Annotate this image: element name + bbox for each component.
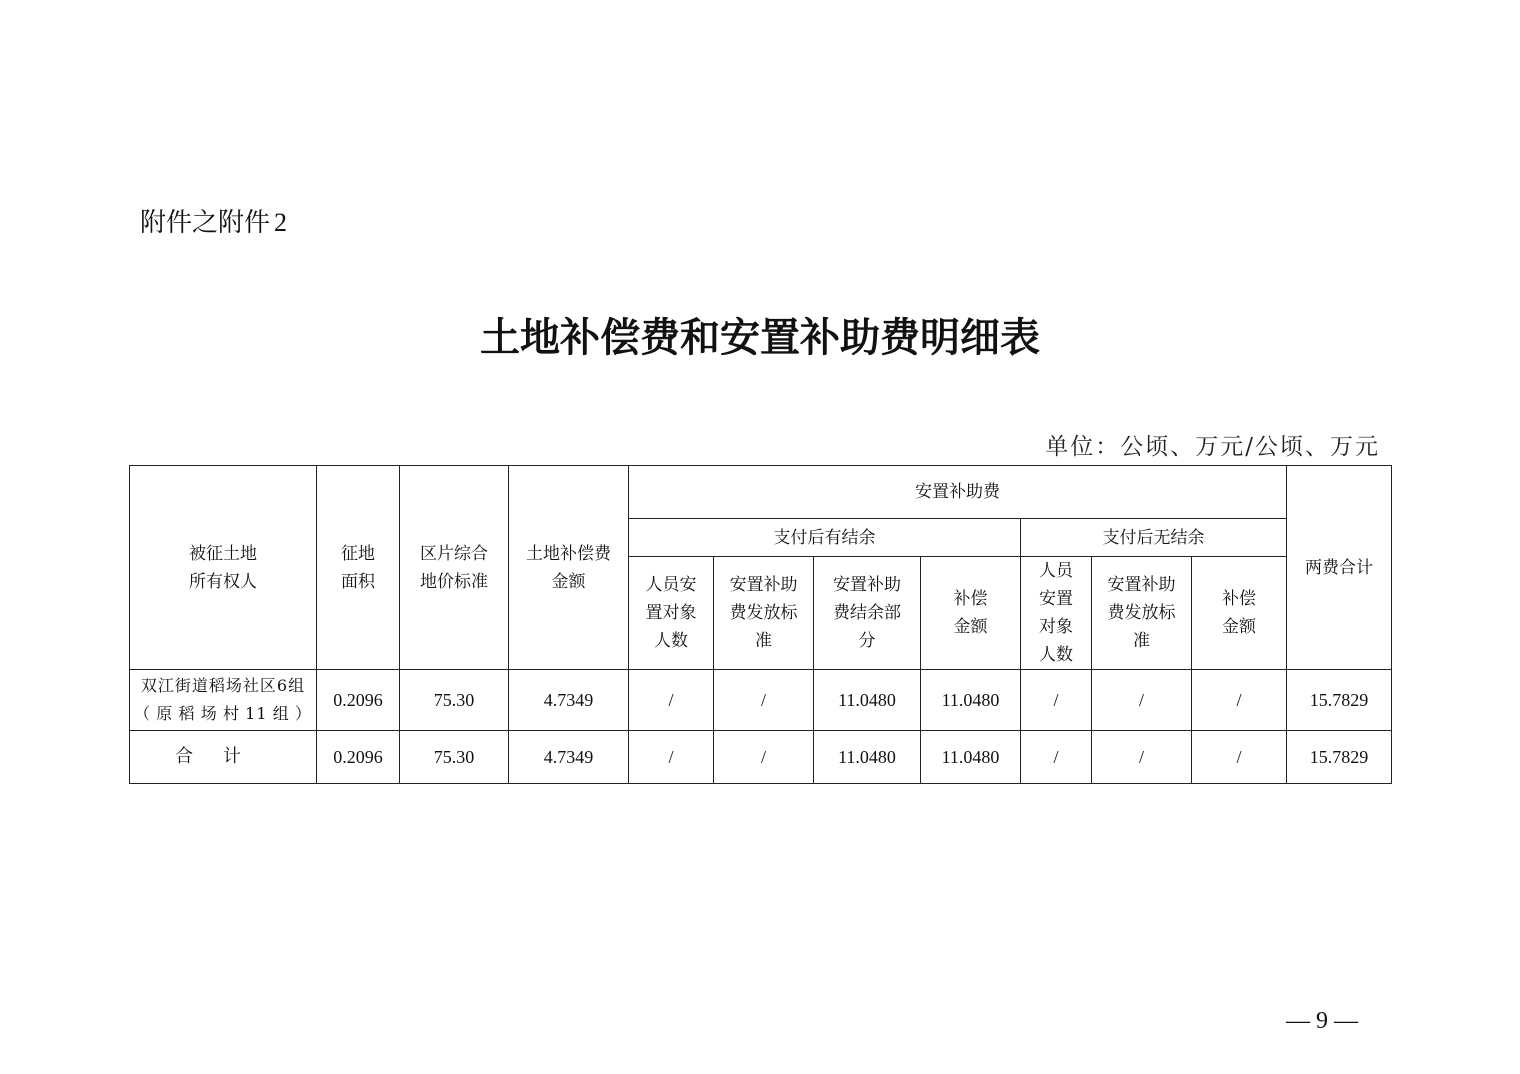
- header-persons-with-surplus: 人员安 置对象 人数: [629, 557, 714, 670]
- cell-standard-without-surplus: /: [1092, 670, 1192, 731]
- header-land-compensation: 土地补偿费 金额: [509, 466, 629, 670]
- cell-area: 0.2096: [317, 670, 400, 731]
- header-resettlement-subsidy: 安置补助费: [629, 466, 1287, 519]
- total-standard-with-surplus: /: [714, 731, 814, 784]
- cell-total: 15.7829: [1287, 670, 1392, 731]
- compensation-detail-table: [129, 465, 1392, 784]
- cell-land-price: 75.30: [400, 670, 509, 731]
- cell-land-compensation: 4.7349: [509, 670, 629, 731]
- total-label: 合计: [130, 731, 317, 784]
- attachment-label-text: 附件之附件: [140, 208, 271, 238]
- total-persons-without-surplus: /: [1021, 731, 1092, 784]
- header-standard-without-surplus: 安置补助 费发放标 准: [1092, 557, 1192, 670]
- header-total: 两费合计: [1287, 466, 1392, 670]
- total-persons-with-surplus: /: [629, 731, 714, 784]
- header-row-1: [130, 466, 1392, 519]
- total-grand-total: 15.7829: [1287, 731, 1392, 784]
- header-area: 征地 面积: [317, 466, 400, 670]
- page-number: — 9 —: [1286, 1008, 1358, 1034]
- total-land-price: 75.30: [400, 731, 509, 784]
- total-area: 0.2096: [317, 731, 400, 784]
- total-land-compensation: 4.7349: [509, 731, 629, 784]
- total-compensation-with-surplus: 11.0480: [921, 731, 1021, 784]
- cell-persons-with-surplus: /: [629, 670, 714, 731]
- unit-note: 单位：公顷、万元/公顷、万元: [1045, 434, 1380, 460]
- attachment-number: 2: [274, 208, 288, 237]
- total-standard-without-surplus: /: [1092, 731, 1192, 784]
- header-surplus-part: 安置补助 费结余部 分: [814, 557, 921, 670]
- header-compensation-with-surplus: 补偿 金额: [921, 557, 1021, 670]
- cell-standard-with-surplus: /: [714, 670, 814, 731]
- header-with-surplus: 支付后有结余: [629, 519, 1021, 557]
- total-compensation-without-surplus: /: [1192, 731, 1287, 784]
- header-compensation-without-surplus: 补偿 金额: [1192, 557, 1287, 670]
- cell-compensation-with-surplus: 11.0480: [921, 670, 1021, 731]
- header-land-price: 区片综合 地价标准: [400, 466, 509, 670]
- attachment-label: [140, 202, 287, 239]
- header-persons-without-surplus: 人员 安置 对象 人数: [1021, 557, 1092, 670]
- header-standard-with-surplus: 安置补助 费发放标 准: [714, 557, 814, 670]
- cell-surplus-part: 11.0480: [814, 670, 921, 731]
- total-surplus-part: 11.0480: [814, 731, 921, 784]
- cell-compensation-without-surplus: /: [1192, 670, 1287, 731]
- cell-persons-without-surplus: /: [1021, 670, 1092, 731]
- table-row: [130, 670, 1392, 731]
- total-row: [130, 731, 1392, 784]
- cell-owner: 双江街道稻场社区6组（原稻场村11组）: [130, 670, 317, 731]
- header-owner: 被征土地 所有权人: [130, 466, 317, 670]
- header-without-surplus: 支付后无结余: [1021, 519, 1287, 557]
- page-title: 土地补偿费和安置补助费明细表: [480, 314, 1040, 361]
